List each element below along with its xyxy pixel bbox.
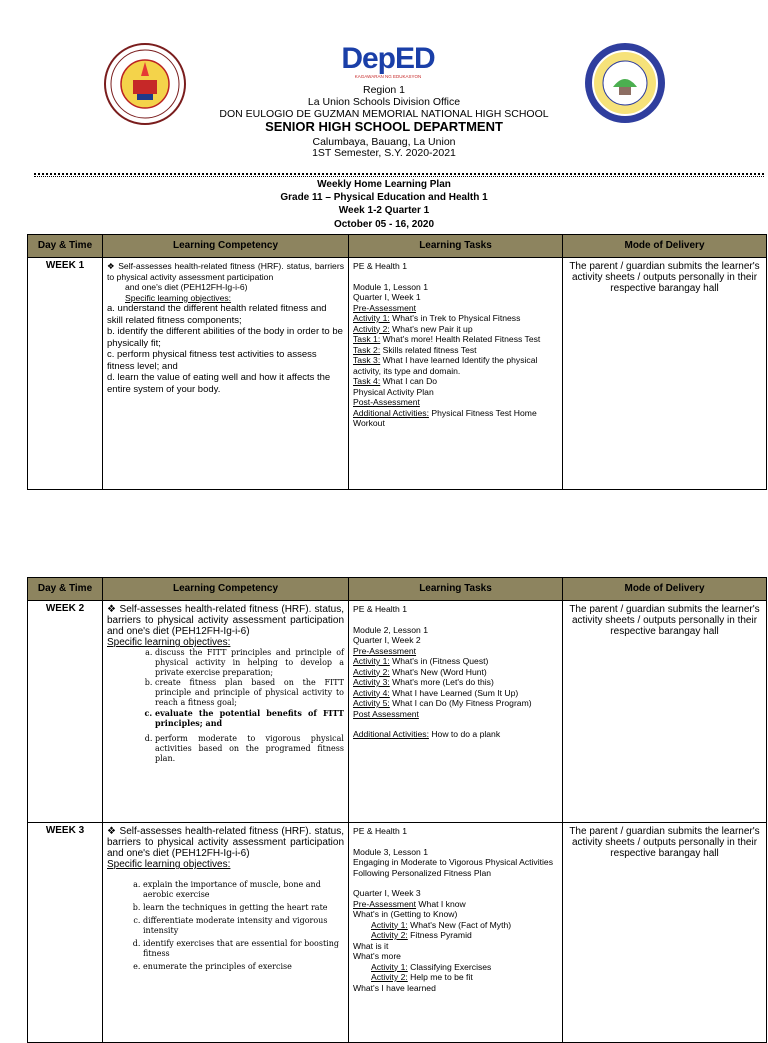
week-label: WEEK 1 <box>28 258 103 490</box>
col-day-time: Day & Time <box>28 235 103 258</box>
col-learning-tasks: Learning Tasks <box>349 235 563 258</box>
plan-dates: October 05 - 16, 2020 <box>333 219 435 230</box>
competency-cell: ❖ Self-assesses health-related fitness (HRF). status, barriers to physical activity assessment participation and one's diet (PEH12FH-Ig-i-6) Specific learning objectives: a. discuss the FITT principles and principle of physical activity in helping to develop a private exercise preparation; b. create fitness plan based on the FITT principle and principle of physical activity to reach a fitness goal; c. evaluate the potential benefits of FITT principles; and d. perform moderate to vigorous physical activities based on the programed fitness plan. <box>103 601 349 823</box>
col-learning-competency: Learning Competency <box>103 578 349 601</box>
learning-plan-table-2 <box>27 577 767 1043</box>
separator-line <box>34 176 764 177</box>
tasks-cell: PE & Health 1 Module 3, Lesson 1 Engaging in Moderate to Vigorous Physical Activities Following Personalized Fitness Plan Quarter I, Week 3 Pre-Assessment What I know What's in (Getting to Know) Activity 1: What's New (Fact of Myth) Activity 2: Fitness Pyramid What is it What's more Activity 1: Classifying Exercises Activity 2: Help me to be fit What's I have learned <box>349 823 563 1043</box>
table-row <box>28 258 767 490</box>
mode-cell: The parent / guardian submits the learner's activity sheets / outputs personally in their respective barangay hall <box>563 601 767 823</box>
tasks-cell: PE & Health 1 Module 2, Lesson 1 Quarter I, Week 2 Pre-Assessment Activity 1: What's in (Fitness Quest) Activity 2: What's New (Word Hunt) Activity 3: What's more (Let's do this) Activity 4: What I have Learned (Sum It Up) Activity 5: What I can Do (My Fitness Program) Post Assessment Additional Activities: How to do a plank <box>349 601 563 823</box>
col-day-time: Day & Time <box>28 578 103 601</box>
region: Region 1 <box>362 84 406 96</box>
competency-cell: ❖ Self-assesses health-related fitness (HRF). status, barriers to physical activity assessment participation and one's diet (PEH12FH-Ig-i-6) Specific learning objectives: a. understand the different health related fitness and skill related fitness components; b. identify the different abilities of the body in order to be physically fit; c. perform physical fitness test activities to assess fitness level; and d. learn the value of eating well and how it affects the entire system of your body. <box>103 258 349 490</box>
week-label: WEEK 3 <box>28 823 103 1043</box>
tasks-cell: PE & Health 1 Module 1, Lesson 1 Quarter I, Week 1 Pre-Assessment Activity 1: What's in Trek to Physical Fitness Activity 2: What's new Pair it up Task 1: What's more! Health Related Fitness Test Task 2: Skills related fitness Test Task 3: What I have learned Identify the physical activity, its type and domain. Task 4: What I can Do Physical Activity Plan Post-Assessment Additional Activities: Physical Fitness Test Home Workout <box>349 258 563 490</box>
plan-subject: Grade 11 – Physical Education and Health 1 <box>280 192 488 203</box>
mode-cell: The parent / guardian submits the learner's activity sheets / outputs personally in their respective barangay hall <box>563 258 767 490</box>
deped-logo: DepED KAGAWARAN NG EDUKASYON <box>341 42 435 79</box>
col-learning-tasks: Learning Tasks <box>349 578 563 601</box>
separator-line <box>34 173 764 175</box>
plan-title: Weekly Home Learning Plan <box>317 179 451 190</box>
col-mode-of-delivery: Mode of Delivery <box>563 235 767 258</box>
col-mode-of-delivery: Mode of Delivery <box>563 578 767 601</box>
mode-cell: The parent / guardian submits the learner's activity sheets / outputs personally in their respective barangay hall <box>563 823 767 1043</box>
table-row <box>28 601 767 823</box>
department: SENIOR HIGH SCHOOL DEPARTMENT <box>265 119 503 134</box>
table-row <box>28 823 767 1043</box>
address: Calumbaya, Bauang, La Union <box>312 136 456 148</box>
division: La Union Schools Division Office <box>307 96 461 108</box>
school-name: DON EULOGIO DE GUZMAN MEMORIAL NATIONAL HIGH SCHOOL <box>219 108 549 120</box>
semester: 1ST Semester, S.Y. 2020-2021 <box>312 147 456 159</box>
learning-plan-table-1 <box>27 234 767 490</box>
col-learning-competency: Learning Competency <box>103 235 349 258</box>
plan-week: Week 1-2 Quarter 1 <box>338 205 430 216</box>
competency-cell: ❖ Self-assesses health-related fitness (HRF). status, barriers to physical activity assessment participation and one's diet (PEH12FH-Ig-i-6) Specific learning objectives: a. explain the importance of muscle, bone and aerobic exercise b. learn the techniques in getting the heart rate c. differentiate moderate intensity and vigorous intensity d. identify exercises that are essential for boosting fitness e. enumerate the principles of exercise <box>103 823 349 1043</box>
week-label: WEEK 2 <box>28 601 103 823</box>
